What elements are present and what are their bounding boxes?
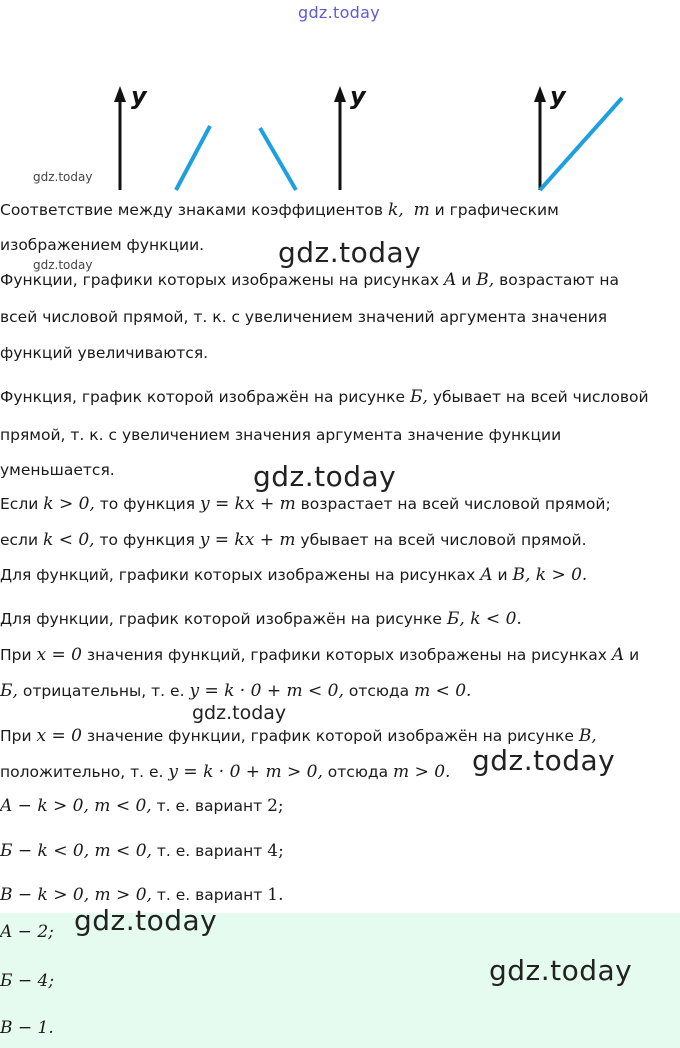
watermark-large-2: gdz.today	[253, 460, 397, 493]
text-line-4: всей числовой прямой, т. к. с увеличением значений аргумента значения	[0, 308, 608, 326]
watermark-large-4: gdz.today	[74, 904, 218, 937]
watermark-small-2: gdz.today	[33, 258, 93, 272]
y-axis-arrow-b	[334, 86, 346, 102]
answer-line-1: A − 2;	[0, 922, 54, 942]
text-line-3: Функции, графики которых изображены на рисунках A и B, возрастают на	[0, 270, 619, 290]
text-line-13: При x = 0 значения функций, графики которых изображены на рисунках A и	[0, 645, 640, 665]
graph-line-b	[260, 128, 296, 190]
answer-line-2: Б − 4;	[0, 971, 55, 991]
watermark-top: gdz.today	[298, 3, 380, 22]
y-axis-label-c: y	[550, 82, 566, 110]
text-line-1: Соответствие между знаками коэффициентов k, m и графическим	[0, 200, 559, 220]
text-line-12: Для функции, график которой изображён на рисунке Б, k < 0.	[0, 609, 522, 629]
watermark-large-3: gdz.today	[472, 744, 616, 777]
text-line-5: функций увеличиваются.	[0, 344, 209, 362]
text-line-18: Б − k < 0, m < 0, т. е. вариант 4;	[0, 841, 284, 861]
y-axis-arrow-c	[534, 86, 546, 102]
text-line-16: положительно, т. е. y = k · 0 + m > 0, отсюда m > 0.	[0, 762, 451, 782]
watermark-large-5: gdz.today	[489, 954, 633, 987]
text-line-11: Для функций, графики которых изображены на рисунках A и B, k > 0.	[0, 565, 588, 585]
graph-line-c	[540, 98, 622, 190]
text-line-14: Б, отрицательны, т. е. y = k · 0 + m < 0, отсюда m < 0.	[0, 681, 472, 701]
graph-line-a	[176, 126, 210, 190]
graph-a	[114, 82, 210, 190]
text-line-19: B − k > 0, m > 0, т. е. вариант 1.	[0, 885, 284, 905]
text-line-10: если k < 0, то функция y = kx + m убывает на всей числовой прямой.	[0, 530, 587, 550]
text-line-8: уменьшается.	[0, 461, 115, 479]
watermark-large-1: gdz.today	[278, 236, 422, 269]
y-axis-label-b: y	[350, 82, 366, 110]
watermark-medium-1: gdz.today	[192, 702, 287, 724]
text-line-6: Функция, график которой изображён на рисунке Б, убывает на всей числовой	[0, 387, 649, 407]
text-line-7: прямой, т. к. с увеличением значения аргумента значение функции	[0, 426, 562, 444]
text-line-9: Если k > 0, то функция y = kx + m возрастает на всей числовой прямой;	[0, 494, 611, 514]
graph-b	[260, 82, 367, 190]
watermark-small-1: gdz.today	[33, 170, 93, 184]
text-line-17: A − k > 0, m < 0, т. е. вариант 2;	[0, 796, 284, 816]
graphs-illustration	[0, 80, 680, 195]
graph-c	[534, 82, 622, 190]
answer-line-3: B − 1.	[0, 1018, 54, 1038]
y-axis-label-a: y	[131, 82, 147, 110]
y-axis-arrow-a	[114, 86, 126, 102]
text-line-15: При x = 0 значение функции, график которой изображён на рисунке B,	[0, 726, 597, 746]
text-line-2: изображением функции.	[0, 236, 205, 254]
